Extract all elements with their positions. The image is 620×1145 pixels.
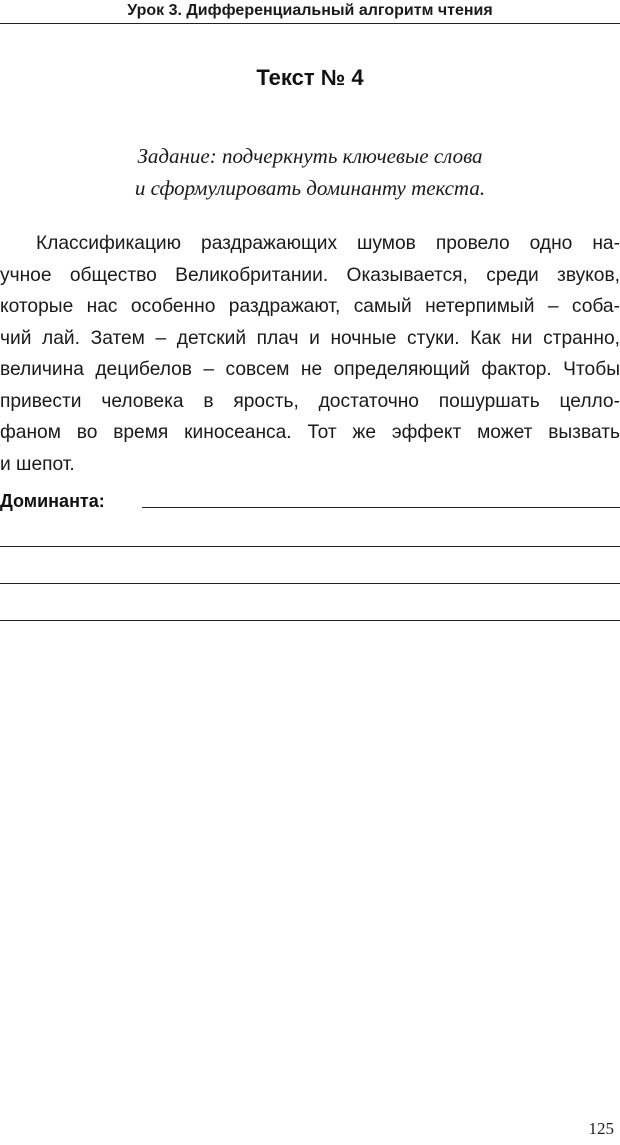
task-instruction	[0, 140, 620, 204]
body-line: Классификацию раздражающих шумов провело одно на-	[36, 233, 620, 254]
running-head	[0, 0, 620, 24]
dominant-label: Доминанта:	[0, 491, 105, 511]
page-number: 125	[588, 1119, 614, 1138]
body-line: учное общество Великобритании. Оказывается, среди звуков,	[0, 264, 620, 286]
answer-line[interactable]	[0, 546, 620, 547]
running-head-title: Урок 3. Дифференциальный алгоритм чтения	[127, 2, 493, 19]
dominant-field	[0, 488, 620, 516]
answer-line[interactable]	[0, 583, 620, 584]
body-line: фаном во время киносеанса. Тот же эффект может вызвать	[0, 422, 620, 443]
answer-line[interactable]	[0, 620, 620, 621]
body-line: которые нас особенно раздражают, самый нетерпимый – соба-	[0, 296, 620, 317]
task-line-2: и сформулировать доминанту текста.	[134, 176, 486, 200]
body-line: и шепот.	[0, 453, 75, 475]
body-line: чий лай. Затем – детский плач и ночные стуки. Как ни странно,	[0, 327, 620, 349]
task-line-1: Задание: подчеркнуть ключевые слова	[137, 144, 483, 168]
page-title: Текст № 4	[256, 65, 364, 90]
body-line: привести человека в ярость, достаточно пошуршать целло-	[0, 390, 620, 412]
body-paragraph	[0, 228, 620, 480]
body-line: величина децибелов – совсем не определяющий фактор. Чтобы	[0, 359, 620, 380]
dominant-answer-line[interactable]	[142, 507, 620, 508]
